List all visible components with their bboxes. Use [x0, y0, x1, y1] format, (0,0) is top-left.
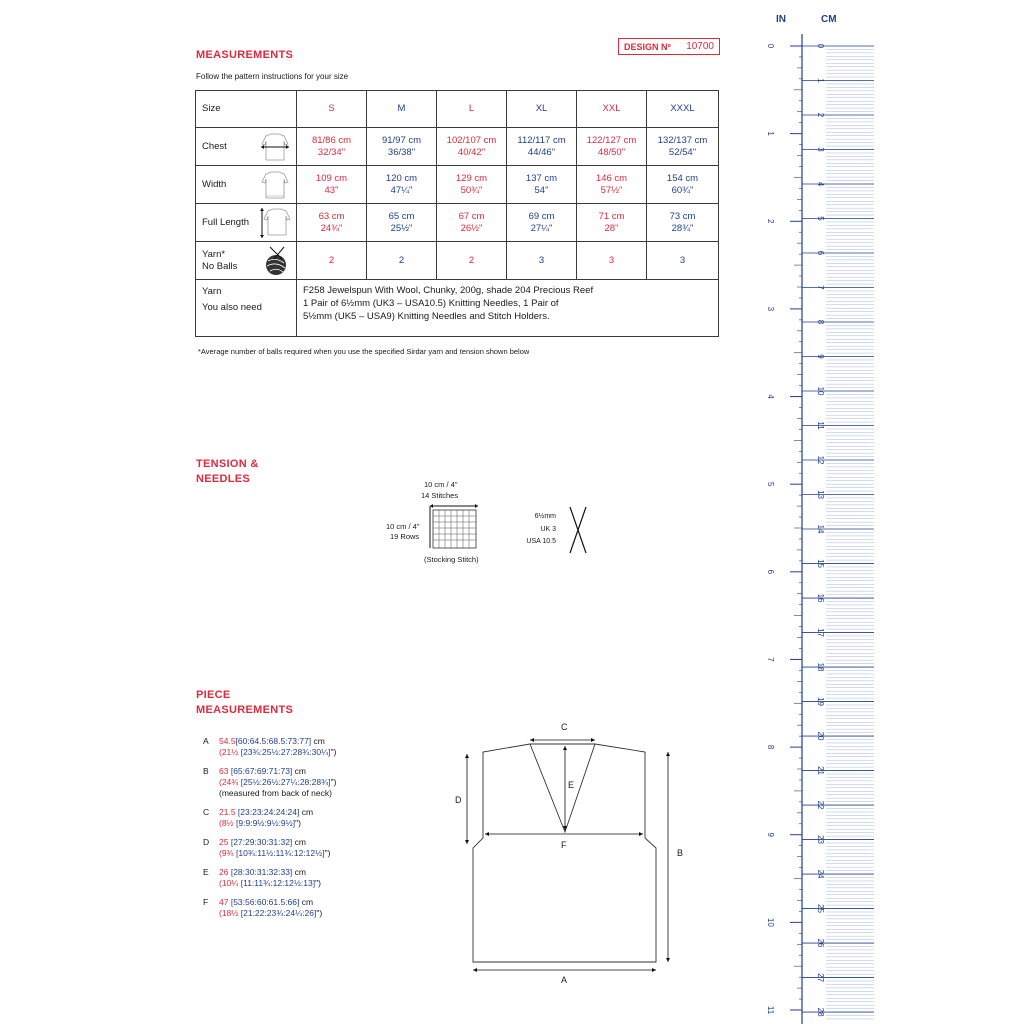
piece-f-cm-s: 47 — [219, 897, 229, 907]
garment-schematic — [455, 720, 700, 995]
ruler-cm-label: 5 — [816, 216, 825, 221]
balls-xxxl: 3 — [647, 242, 719, 280]
piece-item-a — [203, 736, 336, 758]
ruler-cm-label: 28 — [816, 1007, 825, 1017]
piece-letter-d: D — [203, 837, 210, 847]
width-m-in: 47¼" — [390, 184, 413, 196]
width-xl-cm: 137 cm — [525, 172, 558, 184]
materials-yarn-label: Yarn — [202, 286, 222, 297]
piece-item-f — [203, 897, 336, 919]
ruler-cm-label: 16 — [816, 593, 825, 603]
length-s-cm: 63 cm — [318, 210, 345, 222]
chest-s-in: 32/34" — [317, 146, 346, 158]
piece-item-e — [203, 867, 336, 889]
ruler-cm-label: 21 — [816, 766, 825, 776]
piece-d-cm-rest: [27:29:30:31:32] — [230, 837, 293, 847]
ruler-inch-label: 0 — [766, 43, 775, 49]
ruler-cm-label: 2 — [816, 112, 825, 118]
length-l-cm: 67 cm — [458, 210, 485, 222]
balls-xxl: 3 — [577, 242, 647, 280]
ruler-inch-label: 10 — [766, 917, 775, 927]
length-diagram-icon — [258, 207, 292, 239]
length-l-in: 26½" — [460, 222, 483, 234]
piece-item-d — [203, 837, 336, 859]
width-row — [196, 166, 719, 204]
diagram-label-b: B — [677, 848, 684, 858]
balls-m: 2 — [367, 242, 437, 280]
length-label: Full Length — [202, 216, 250, 228]
width-xxl-in: 57½" — [600, 184, 623, 196]
tension-stitch-type: (Stocking Stitch) — [424, 555, 479, 564]
yarn-balls-row — [196, 242, 719, 280]
ruler-inch-label: 2 — [766, 219, 775, 224]
ruler-cm-label: 23 — [816, 835, 825, 845]
piece-a-cm-unit: cm — [313, 736, 325, 746]
ruler-cm-label: 27 — [816, 973, 825, 983]
ruler-inch-label: 7 — [766, 657, 775, 662]
piece-e-in-s: (10¼ — [219, 878, 239, 888]
width-xl-in: 54" — [534, 184, 549, 196]
width-xxxl-in: 60¾" — [671, 184, 694, 196]
width-xxl-cm: 146 cm — [595, 172, 628, 184]
size-xl: XL — [507, 91, 577, 128]
piece-letter-e: E — [203, 867, 209, 877]
ruler-cm-label: 19 — [816, 697, 825, 707]
diagram-label-c: C — [561, 722, 568, 732]
diagram-label-d: D — [455, 795, 462, 805]
needles-line-2: 5½mm (UK5 – USA9) Knitting Needles and Stitch Holders. — [303, 311, 550, 322]
ruler-cm-label: 12 — [816, 455, 825, 465]
ruler-inch-label: 11 — [766, 1005, 775, 1015]
piece-e-in-unit: ") — [315, 878, 321, 888]
ruler-cm-label: CM — [821, 14, 837, 25]
size-l: L — [437, 91, 507, 128]
piece-d-in-rest: [10¾:11½:11¾:12:12½] — [236, 848, 325, 858]
ruler-cm-label: 26 — [816, 938, 825, 948]
piece-f-cm-rest: [53:56:60:61.5:66] — [230, 897, 300, 907]
piece-e-cm-rest: [28:30:31:32:33] — [230, 867, 293, 877]
balls-s: 2 — [297, 242, 367, 280]
length-xxxl-cm: 73 cm — [669, 210, 696, 222]
piece-a-in-unit: ") — [330, 747, 337, 757]
ruler-cm-label: 9 — [816, 354, 825, 359]
chest-xl-in: 44/46" — [527, 146, 556, 158]
needle-usa: USA 10.5 — [526, 538, 556, 545]
piece-item-b — [203, 766, 336, 799]
size-xxxl: XXXL — [647, 91, 719, 128]
ruler-cm-label: 22 — [816, 800, 825, 810]
diagram-label-a: A — [561, 975, 568, 985]
length-m-in: 25½" — [390, 222, 413, 234]
needle-uk: UK 3 — [540, 526, 556, 533]
chest-xxxl-in: 52/54" — [668, 146, 697, 158]
width-m-cm: 120 cm — [385, 172, 418, 184]
chest-l-in: 40/42" — [457, 146, 486, 158]
design-number-box — [618, 38, 720, 55]
ruler-inch-label: 1 — [766, 131, 775, 136]
ruler-cm-label: 7 — [816, 285, 825, 290]
measurements-table — [195, 90, 719, 337]
chest-diagram-icon — [258, 132, 292, 162]
chest-xxl-cm: 122/127 cm — [586, 134, 637, 146]
piece-b-in-rest: [25½:26½:27¼:28:28¾] — [240, 777, 331, 787]
ruler-cm-label: 25 — [816, 904, 825, 914]
length-xxl-in: 28" — [604, 222, 619, 234]
ruler-cm-label: 4 — [816, 181, 825, 187]
also-need-label: You also need — [202, 302, 262, 313]
tension-title-line1: TENSION & — [196, 458, 259, 470]
length-xxxl-in: 28¾" — [671, 222, 694, 234]
piece-item-c — [203, 807, 336, 829]
needle-size-info — [528, 505, 608, 555]
piece-a-cm-s: 54.5 — [219, 736, 236, 746]
needle-mm: 6½mm — [534, 513, 556, 520]
piece-d-in-unit: ") — [324, 848, 331, 858]
balls-l: 2 — [437, 242, 507, 280]
chest-l-cm: 102/107 cm — [446, 134, 497, 146]
diagram-label-e: E — [568, 780, 575, 790]
piece-c-cm-s: 21.5 — [219, 807, 236, 817]
piece-d-in-s: (9¾ — [219, 848, 234, 858]
length-xl-in: 27¼" — [530, 222, 553, 234]
length-xl-cm: 69 cm — [528, 210, 555, 222]
design-number: 10700 — [686, 41, 714, 52]
piece-b-cm-rest: [65:67:69:71:73] — [230, 766, 293, 776]
piece-c-in-rest: [9:9:9½:9½:9½] — [236, 818, 296, 828]
chest-m-in: 36/38" — [387, 146, 416, 158]
length-s-in: 24¾" — [320, 222, 343, 234]
length-m-cm: 65 cm — [388, 210, 415, 222]
width-s-cm: 109 cm — [315, 172, 348, 184]
ruler-cm-label: 3 — [816, 147, 825, 152]
tension-grid-icon — [428, 504, 480, 550]
ruler-cm-label: 1 — [816, 78, 825, 83]
piece-b-cm-s: 63 — [219, 766, 229, 776]
ruler-inch-label: 8 — [766, 744, 775, 750]
tension-rows: 19 Rows — [390, 532, 420, 541]
footnote: *Average number of balls required when you use the specified Sirdar yarn and tension shown below — [198, 347, 530, 356]
piece-e-in-rest: [11:11¾:12:12½:13] — [240, 878, 316, 888]
ruler-cm-label: 17 — [816, 628, 825, 637]
materials-row — [196, 280, 719, 337]
size-s: S — [297, 91, 367, 128]
yarn-label: Yarn* — [202, 248, 226, 260]
chest-xxxl-cm: 132/137 cm — [657, 134, 708, 146]
ruler-cm-label: 11 — [816, 421, 825, 430]
chest-label: Chest — [202, 140, 227, 152]
tension-height-label: 10 cm / 4" — [386, 522, 420, 531]
width-xxxl-cm: 154 cm — [666, 172, 699, 184]
chest-m-cm: 91/97 cm — [381, 134, 422, 146]
length-row — [196, 204, 719, 242]
ruler-cm-label: 0 — [816, 43, 825, 49]
piece-measurements-title — [196, 688, 293, 718]
piece-a-in-s: (21½ — [219, 747, 239, 757]
piece-letter-a: A — [203, 736, 209, 746]
ruler-cm-label: 14 — [816, 524, 825, 534]
piece-f-in-s: (18½ — [219, 908, 239, 918]
piece-c-in-unit: ") — [295, 818, 301, 828]
piece-a-cm-rest: [60:64.5:68.5:73:77] — [235, 736, 312, 746]
piece-letter-c: C — [203, 807, 210, 817]
width-diagram-icon — [258, 170, 292, 200]
tension-title — [196, 457, 259, 487]
ruler-scale — [756, 0, 890, 1024]
piece-c-cm-rest: [23:23:24:24:24] — [237, 807, 300, 817]
ruler-cm-label: 6 — [816, 250, 825, 256]
ruler-inch-label: 4 — [766, 394, 775, 399]
piece-letter-f: F — [203, 897, 209, 907]
balls-xl: 3 — [507, 242, 577, 280]
width-l-cm: 129 cm — [455, 172, 488, 184]
piece-f-in-rest: [21:22:23¾:24¼:26] — [240, 908, 317, 918]
ruler-cm-label: 20 — [816, 731, 825, 741]
tension-square — [380, 478, 520, 568]
size-label: Size — [196, 91, 297, 128]
piece-d-cm-s: 25 — [219, 837, 229, 847]
piece-measurements-list — [203, 736, 336, 927]
tension-title-line2: NEEDLES — [196, 473, 251, 485]
tension-width-label: 10 cm / 4" — [424, 480, 458, 489]
piece-c-cm-unit: cm — [301, 807, 314, 817]
ruler-inch-label: 3 — [766, 306, 775, 312]
piece-d-cm-unit: cm — [294, 837, 307, 847]
ruler-in-label: IN — [776, 14, 786, 25]
piece-c-in-s: (8½ — [219, 818, 234, 828]
yarn-ball-icon — [262, 245, 292, 277]
chest-row — [196, 128, 719, 166]
piece-b-note: (measured from back of neck) — [219, 788, 332, 798]
ruler-cm-label: 10 — [816, 386, 825, 396]
piece-title-line1: PIECE — [196, 689, 231, 701]
no-balls-label: No Balls — [202, 260, 238, 272]
ruler-cm-label: 15 — [816, 559, 825, 568]
piece-f-in-unit: ") — [316, 908, 323, 918]
width-label: Width — [202, 178, 227, 190]
piece-b-cm-unit: cm — [294, 766, 307, 776]
ruler-cm-label: 24 — [816, 869, 825, 879]
piece-b-in-s: (24¾ — [219, 777, 239, 787]
piece-b-in-unit: ") — [330, 777, 337, 787]
piece-e-cm-s: 26 — [219, 867, 229, 877]
width-s-in: 43" — [324, 184, 339, 196]
piece-a-in-rest: [23¾:25½:27:28¾:30¼] — [240, 747, 331, 757]
size-xxl: XXL — [577, 91, 647, 128]
piece-e-cm-unit: cm — [294, 867, 307, 877]
length-xxl-cm: 71 cm — [598, 210, 625, 222]
piece-f-cm-unit: cm — [301, 897, 314, 907]
chest-s-cm: 81/86 cm — [311, 134, 352, 146]
chest-xxl-in: 48/50" — [597, 146, 626, 158]
piece-title-line2: MEASUREMENTS — [196, 704, 294, 716]
size-m: M — [367, 91, 437, 128]
chest-xl-cm: 112/117 cm — [517, 134, 566, 146]
needles-line-1: 1 Pair of 6½mm (UK3 – USA10.5) Knitting Needles, 1 Pair of — [303, 298, 559, 309]
size-header-row — [196, 91, 719, 128]
garment-outline — [455, 720, 700, 990]
measurements-title: MEASUREMENTS — [196, 49, 294, 61]
ruler-cm-label: 8 — [816, 319, 825, 325]
ruler-inch-label: 5 — [766, 481, 775, 487]
width-l-in: 50¾" — [460, 184, 483, 196]
ruler-cm-label: 13 — [816, 490, 825, 499]
diagram-label-f: F — [561, 840, 567, 850]
tension-stitches: 14 Stitches — [421, 491, 459, 500]
piece-letter-b: B — [203, 766, 209, 776]
measurements-intro: Follow the pattern instructions for your size — [196, 72, 349, 81]
ruler-cm-label: 18 — [816, 662, 825, 672]
ruler-inch-label: 9 — [766, 832, 775, 837]
crossed-needles-icon — [566, 505, 590, 555]
yarn-spec: F258 Jewelspun With Wool, Chunky, 200g, shade 204 Precious Reef — [303, 285, 594, 296]
ruler-inch-label: 6 — [766, 569, 775, 575]
design-label: DESIGN Nº — [624, 41, 671, 52]
ruler — [756, 0, 890, 1024]
